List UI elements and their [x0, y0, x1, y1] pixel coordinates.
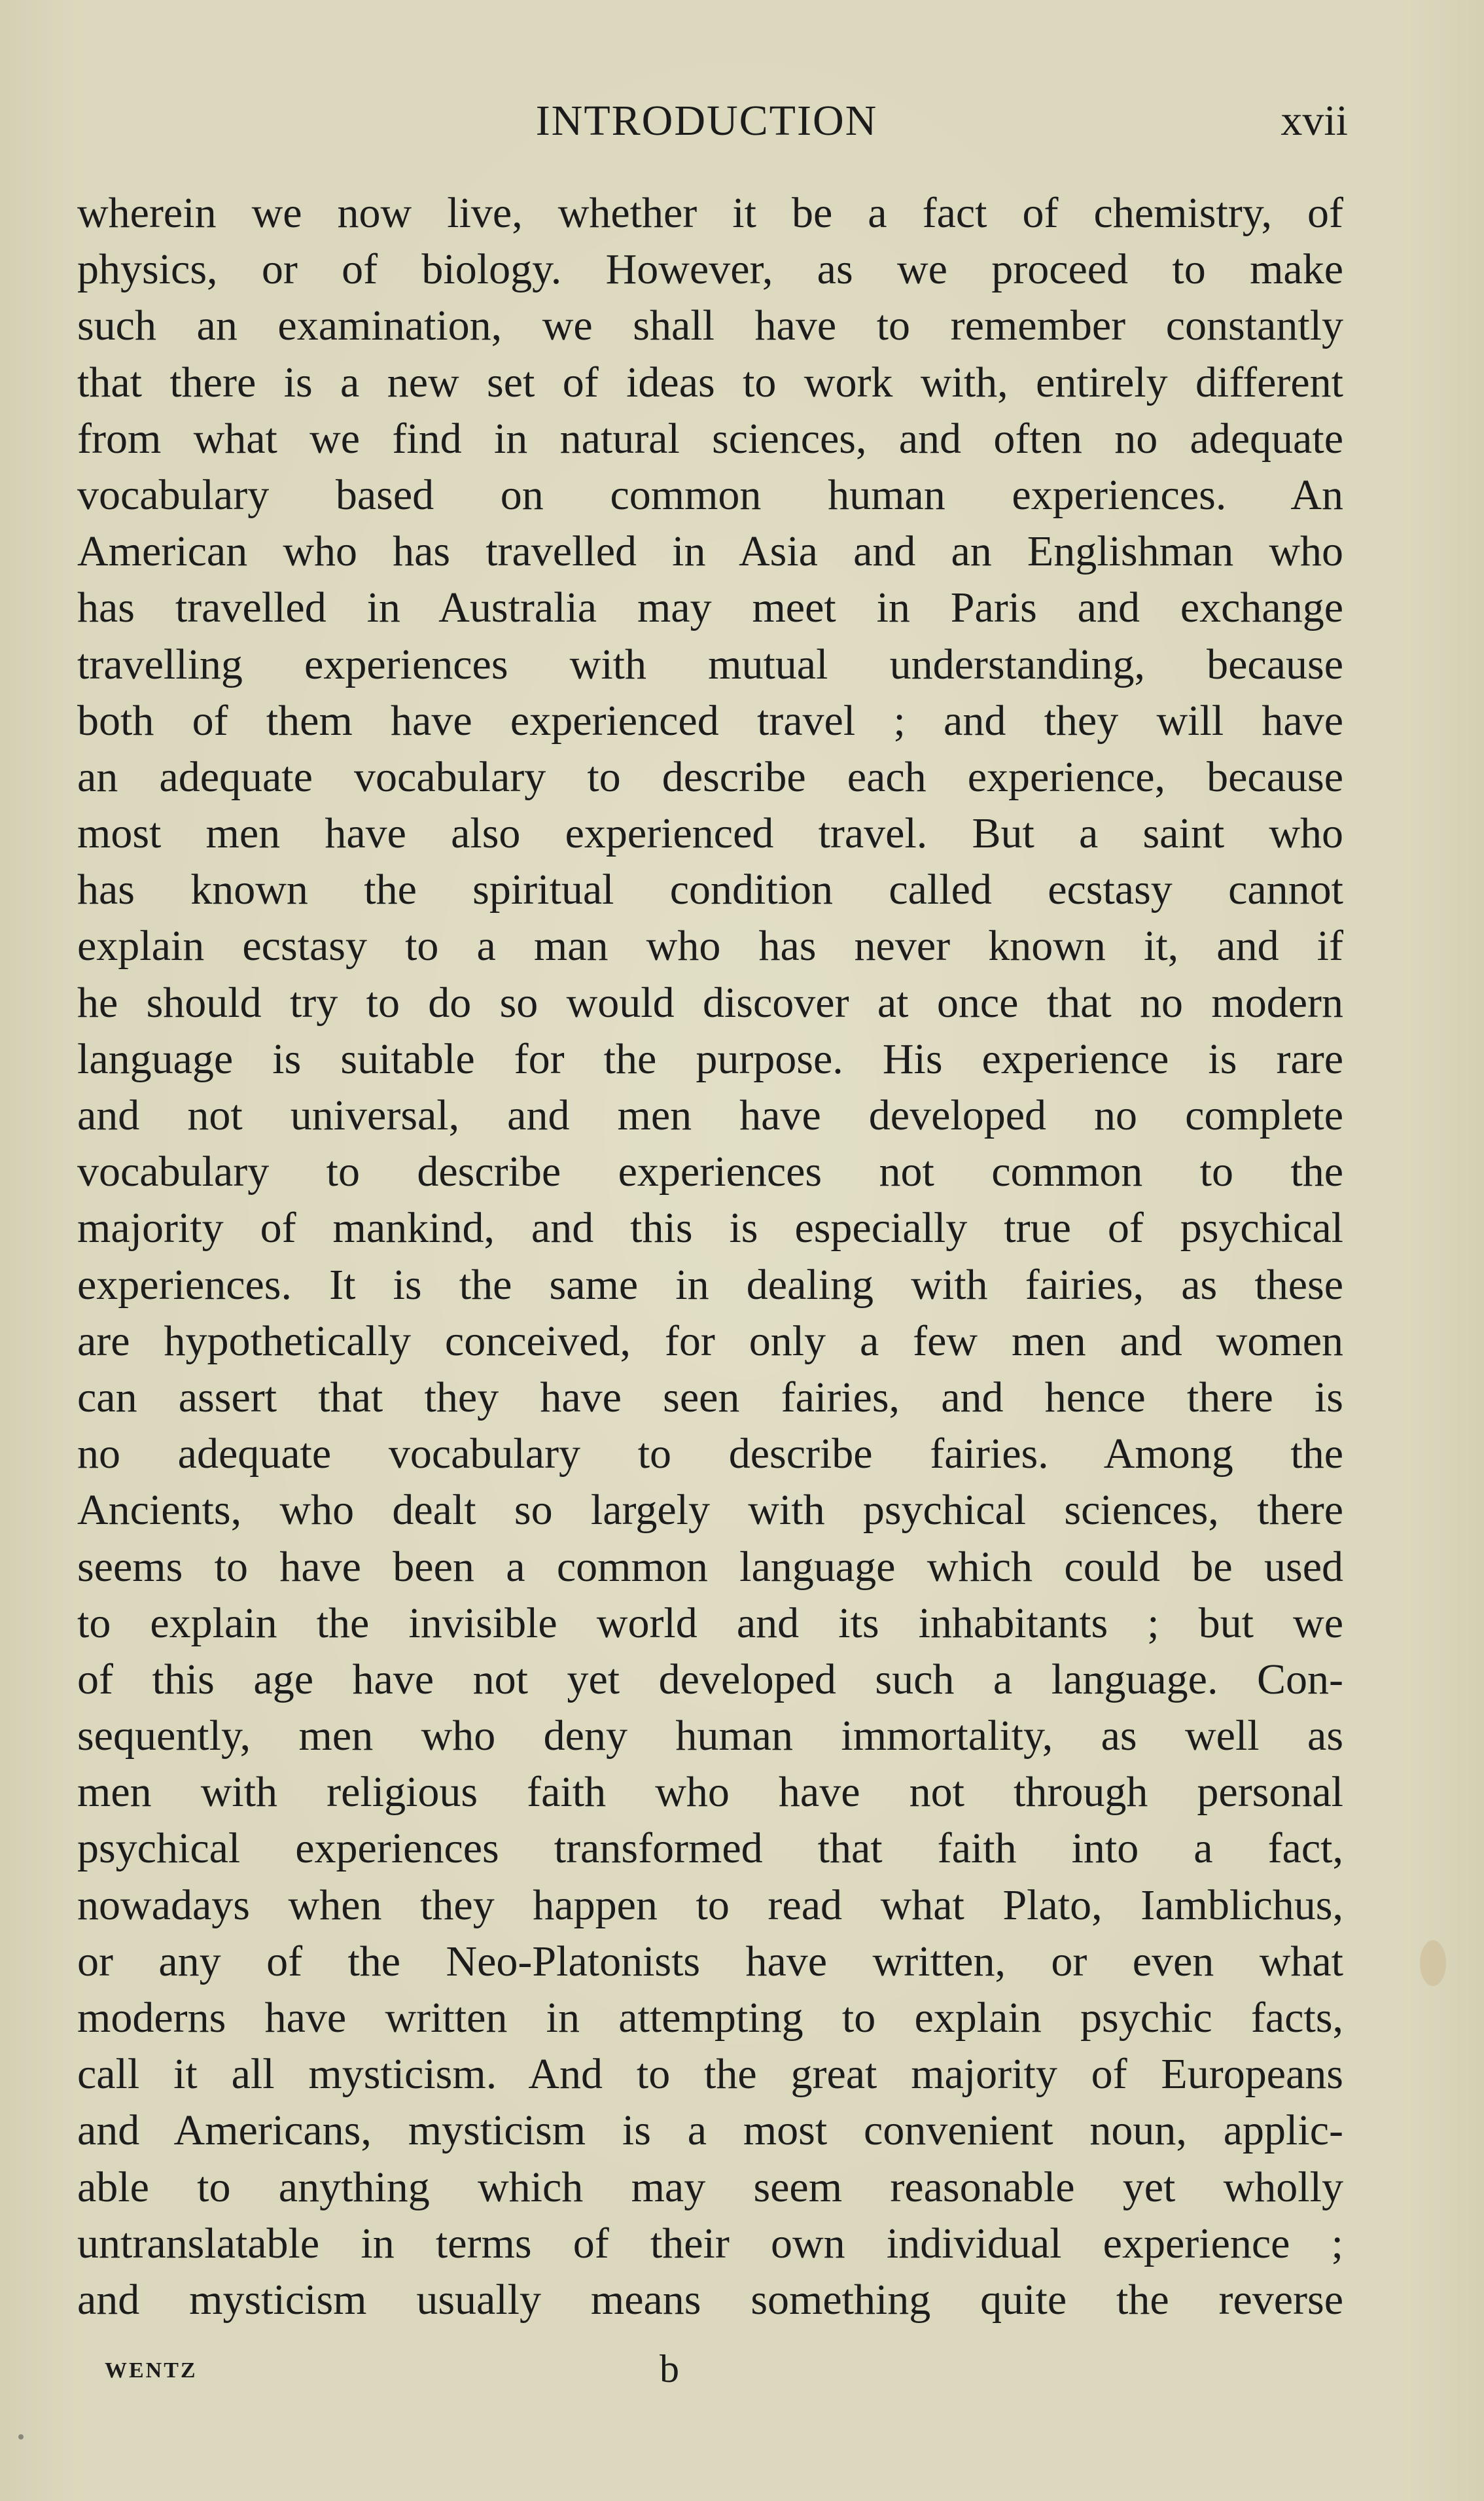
body-text: [77, 185, 1343, 2328]
running-head: [0, 92, 1484, 151]
text-line: such an examination, we shall have to remember constantly: [77, 302, 1343, 350]
text-line: has known the spiritual condition called ecstasy cannot: [77, 866, 1343, 914]
text-line: untranslatable in terms of their own individual experience ;: [77, 2219, 1343, 2267]
text-line: American who has travelled in Asia and an Englishman who: [77, 527, 1343, 576]
text-line: majority of mankind, and this is especially true of psychical: [77, 1204, 1343, 1252]
text-line: experiences. It is the same in dealing with fairies, as these: [77, 1260, 1343, 1309]
text-line: and Americans, mysticism is a most convenient noun, applic-: [77, 2106, 1343, 2155]
text-line: both of them have experienced travel ; and they will have: [77, 696, 1343, 745]
text-line: psychical experiences transformed that faith into a fact,: [77, 1824, 1343, 1873]
running-head-title: INTRODUCTION: [535, 97, 878, 145]
text-line: most men have also experienced travel. But a saint who: [77, 809, 1343, 858]
text-line: physics, or of biology. However, as we proceed to make: [77, 245, 1343, 294]
text-line: are hypothetically conceived, for only a few men and women: [77, 1317, 1343, 1365]
text-line: Ancients, who dealt so largely with psychical sciences, there: [77, 1486, 1343, 1534]
text-line: an adequate vocabulary to describe each experience, because: [77, 753, 1343, 801]
text-line: no adequate vocabulary to describe fairies. Among the: [77, 1430, 1343, 1478]
text-line: vocabulary based on common human experiences. An: [77, 470, 1343, 519]
text-line: language is suitable for the purpose. His experience is rare: [77, 1035, 1343, 1083]
text-line: men with religious faith who have not through personal: [77, 1768, 1343, 1817]
text-line: vocabulary to describe experiences not common to the: [77, 1148, 1343, 1196]
text-line: call it all mysticism. And to the great majority of Europeans: [77, 2050, 1343, 2099]
edge-mark: [18, 2434, 24, 2439]
text-line: to explain the invisible world and its inhabitants ; but we: [77, 1599, 1343, 1647]
text-line: that there is a new set of ideas to work with, entirely different: [77, 358, 1343, 406]
text-line: of this age have not yet developed such a language. Con-: [77, 1655, 1343, 1703]
text-line: wherein we now live, whether it be a fact of chemistry, of: [77, 189, 1343, 237]
text-line: nowadays when they happen to read what Plato, Iamblichus,: [77, 1881, 1343, 1929]
text-line: and mysticism usually means something quite the reverse: [77, 2275, 1343, 2324]
page-footer: [0, 2339, 1484, 2405]
text-line: he should try to do so would discover at once that no modern: [77, 978, 1343, 1027]
page-number: xvii: [1281, 97, 1348, 145]
printer-signature: WENTZ: [105, 2358, 198, 2383]
sheet-signature-mark: b: [660, 2347, 679, 2390]
text-line: able to anything which may seem reasonable yet wholly: [77, 2163, 1343, 2211]
text-line: from what we find in natural sciences, and often no adequate: [77, 414, 1343, 463]
text-line: or any of the Neo-Platonists have written, or even what: [77, 1937, 1343, 1985]
text-line: has travelled in Australia may meet in Paris and exchange: [77, 584, 1343, 632]
text-line: moderns have written in attempting to explain psychic facts,: [77, 1994, 1343, 2042]
text-line: explain ecstasy to a man who has never known it, and if: [77, 922, 1343, 970]
paper-stain: [1420, 1940, 1446, 1986]
text-line: sequently, men who deny human immortality, as well as: [77, 1712, 1343, 1760]
text-line: travelling experiences with mutual understanding, because: [77, 640, 1343, 688]
text-line: seems to have been a common language which could be used: [77, 1542, 1343, 1591]
text-line: can assert that they have seen fairies, and hence there is: [77, 1373, 1343, 1421]
text-line: and not universal, and men have developed no complete: [77, 1091, 1343, 1139]
